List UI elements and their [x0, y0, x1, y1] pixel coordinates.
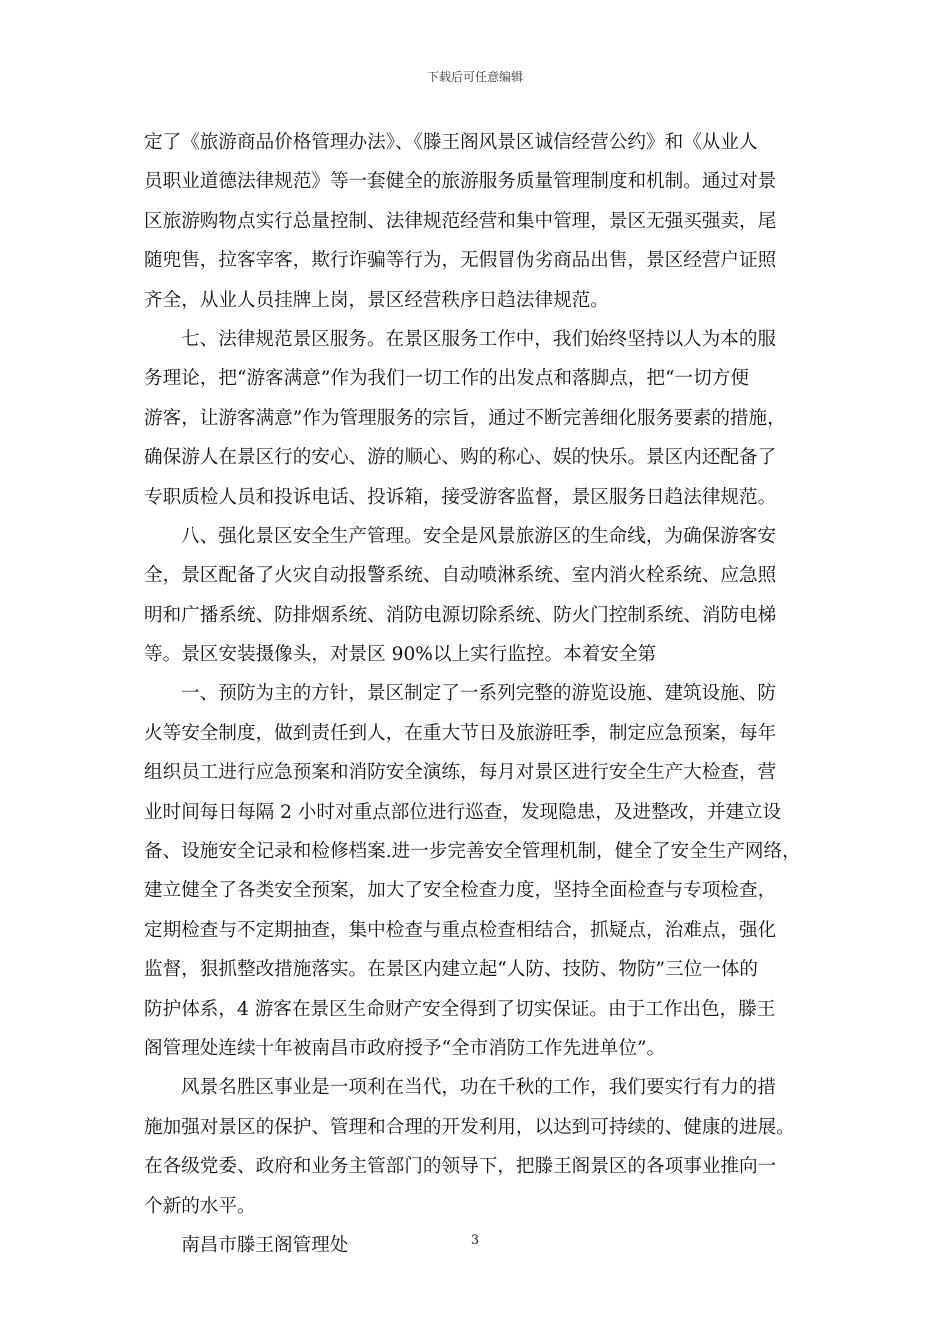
text-line: 定了《旅游商品价格管理办法》、《滕王阁风景区诚信经营公约》和《从业人 — [144, 132, 758, 153]
text-line: 务理论，把“游客满意”作为我们一切工作的出发点和落脚点，把“一切方便 — [144, 368, 749, 390]
text-line: 防护体系，4 游客在景区生命财产安全得到了切实保证。由于工作出色，滕王 — [144, 998, 776, 1020]
body-text — [144, 123, 816, 1265]
text-line: 齐全，从业人员挂牌上岗，景区经营秩序日趋法律规范。 — [144, 289, 609, 311]
text-line: 员职业道德法律规范》等一套健全的旅游服务质量管理制度和机制。通过对景 — [144, 171, 777, 193]
paragraph-start-line: 风景名胜区事业是一项利在当代，功在千秋的工作，我们要实行有力的措 — [181, 1077, 777, 1099]
text-line: 游客，让游客满意”作为管理服务的宗旨，通过不断完善细化服务要素的措施， — [144, 407, 786, 429]
text-line: 专职质检人员和投诉电话、投诉箱，接受游客监督，景区服务日趋法律规范。 — [144, 486, 777, 508]
text-line: 明和广播系统、防排烟系统、消防电源切除系统、防火门控制系统、消防电梯 — [144, 604, 777, 626]
text-line: 区旅游购物点实行总量控制、法律规范经营和集中管理，景区无强买强卖，尾 — [144, 210, 777, 232]
text-line: 组织员工进行应急预案和消防安全演练，每月对景区进行安全生产大检查，营 — [144, 762, 777, 784]
text-line: 在各级党委、政府和业务主管部门的领导下，把滕王阁景区的各项事业推向一 — [144, 1156, 777, 1178]
text-line: 施加强对景区的保护、管理和合理的开发利用，以达到可持续的、健康的进展。 — [144, 1116, 795, 1138]
text-line: 确保游人在景区行的安心、游的顺心、购的称心、娱的快乐。景区内还配备了 — [144, 447, 777, 469]
page-header: 下载后可任意编辑 — [426, 70, 523, 84]
text-line: 随兜售，拉客宰客，欺行诈骗等行为，无假冒伪劣商品出售，景区经营户证照 — [144, 250, 777, 272]
text-line: 全，景区配备了火灾自动报警系统、自动喷淋系统、室内消火栓系统、应急照 — [144, 565, 777, 587]
signature-line: 南昌市滕王阁管理处 — [181, 1234, 349, 1256]
page-number: 3 — [470, 1233, 480, 1248]
paragraph-start-line: 一、预防为主的方针，景区制定了一系列完整的游览设施、建筑设施、防 — [181, 683, 777, 705]
paragraph-start-line: 八、强化景区安全生产管理。安全是风景旅游区的生命线，为确保游客安 — [181, 525, 777, 547]
text-line: 阁管理处连续十年被南昌市政府授予“全市消防工作先进单位”。 — [144, 1037, 666, 1059]
text-line: 火等安全制度，做到责任到人，在重大节日及旅游旺季，制定应急预案，每年 — [144, 722, 777, 744]
text-line: 监督，狠抓整改措施落实。在景区内建立起“人防、技防、物防”三位一体的 — [144, 959, 759, 981]
text-line: 业时间每日每隔 2 小时对重点部位进行巡查，发现隐患，及进整改，并建立设 — [144, 801, 782, 823]
text-line: 定期检查与不定期抽查，集中检查与重点检查相结合，抓疑点，治难点，强化 — [144, 919, 777, 941]
text-line: 个新的水平。 — [144, 1195, 256, 1217]
text-line: 备、设施安全记录和检修档案.进一步完善安全管理机制，健全了安全生产网络， — [144, 841, 801, 863]
paragraph-start-line: 七、法律规范景区服务。在景区服务工作中，我们始终坚持以人为本的服 — [181, 328, 777, 350]
text-line: 等。景区安装摄像头，对景区 90%以上实行监控。本着安全第 — [144, 644, 657, 666]
text-line: 建立健全了各类安全预案，加大了安全检查力度，坚持全面检查与专项检查， — [144, 880, 777, 902]
